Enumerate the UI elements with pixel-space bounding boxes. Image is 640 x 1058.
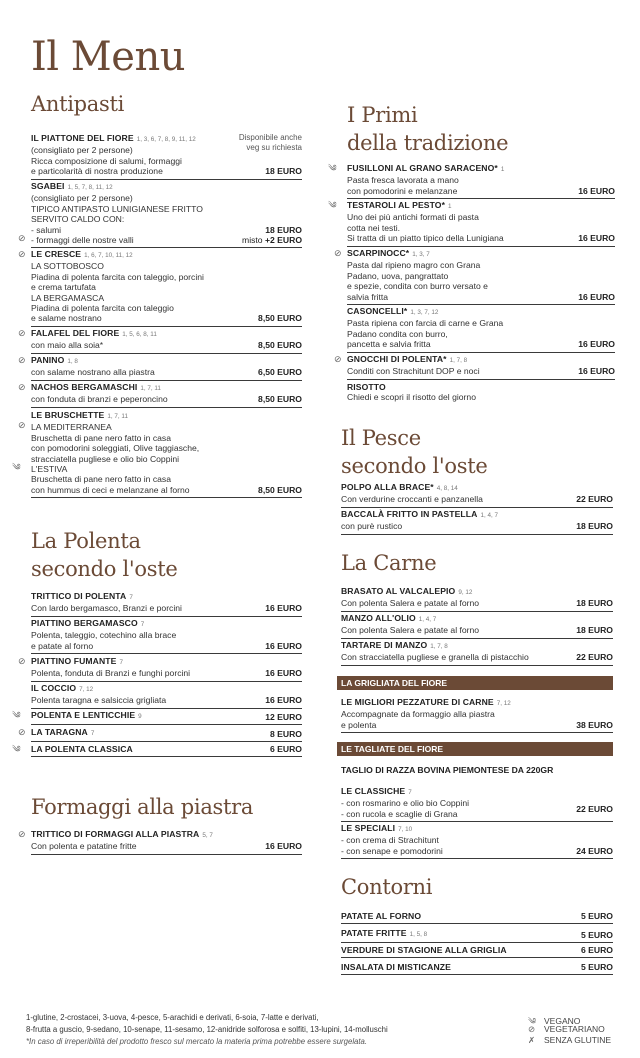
- pesce-title: Il Pesce secondo l'oste: [341, 426, 488, 478]
- menu-item: ༄ POLENTA E LENTICCHIE 9 12 EURO: [31, 710, 302, 725]
- item-allergens: 1, 8: [67, 358, 78, 365]
- legend-vegetarian: ⊘ VEGETARIANO: [528, 1024, 605, 1034]
- menu-item: PATATE FRITTE 1, 5, 8 5 EURO: [341, 928, 613, 943]
- legend-gluten-free: ✗ SENZA GLUTINE: [528, 1035, 612, 1045]
- menu-item: MANZO ALL'OLIO 1, 4, 7 Con polenta Salera e patate al forno 18 EURO: [341, 613, 613, 639]
- menu-item: Disponibile anche veg su richiesta IL PIATTONE DEL FIORE 1, 3, 6, 7, 8, 9, 11, 12 (consigliato per 2 persone) Ricca composizione di salumi, formaggi e particolarità di nostra produzione 18 EURO: [31, 133, 302, 180]
- menu-item: BACCALÀ FRITTO IN PASTELLA 1, 4, 7 con purè rustico 18 EURO: [341, 509, 613, 535]
- item-name: PANINO: [31, 355, 65, 365]
- item-allergens: 1, 3, 6, 7, 8, 9, 11, 12: [136, 136, 196, 143]
- vegan-icon: ༄: [328, 163, 337, 173]
- menu-item: ⊘ LE CRESCE 1, 6, 7, 10, 11, 12 LA SOTTOBOSCO Piadina di polenta farcita con taleggio, porcini e crema tartufata LA BERGAMASCA Piadina di polenta farcita con taleggio e salame nostrano 8,50 EURO: [31, 249, 302, 327]
- grigliata-band: LA GRIGLIATA DEL FIORE: [337, 676, 613, 690]
- vegetarian-icon: ⊘: [334, 354, 342, 364]
- tagliate-band: LE TAGLIATE DEL FIORE: [337, 742, 613, 756]
- allergens-legend-2: 8-frutta a guscio, 9-sedano, 10-senape, 11-sesamo, 12-anidride solforosa e solfiti, 13-lupini, 14-molluschi: [26, 1025, 388, 1034]
- item-price-extra: misto +2 EURO: [242, 235, 302, 246]
- item-name: NACHOS BERGAMASCHI: [31, 382, 138, 392]
- item-price: 6,50 EURO: [258, 367, 302, 378]
- veg-note: Disponibile anche veg su richiesta: [238, 133, 302, 152]
- vegetarian-icon: ⊘: [18, 829, 26, 839]
- item-price: 18 EURO: [265, 166, 302, 177]
- vegan-icon: ༄: [12, 462, 21, 472]
- item-name: SGABEI: [31, 181, 65, 191]
- vegetarian-icon: ⊘: [18, 233, 26, 243]
- menu-item: INSALATA DI MISTICANZE 5 EURO: [341, 962, 613, 975]
- tagliate-heading: TAGLIO DI RAZZA BOVINA PIEMONTESE DA 220GR: [341, 765, 554, 775]
- item-name: LE CRESCE: [31, 249, 82, 259]
- menu-item: ⊘ FALAFEL DEL FIORE 1, 5, 6, 8, 11 con maio alla soia* 8,50 EURO: [31, 328, 302, 354]
- menu-item: PATATE AL FORNO 5 EURO: [341, 911, 613, 924]
- menu-item: ⊘ PANINO 1, 8 con salame nostrano alla piastra 6,50 EURO: [31, 355, 302, 381]
- vegan-icon: ༄: [328, 200, 337, 210]
- menu-item: CASONCELLI* 1, 3, 7, 12 Pasta ripiena con farcia di carne e Grana Padano condita con burro, pancetta e salvia fritta 16 EURO: [347, 306, 615, 353]
- item-name: LE BRUSCHETTE: [31, 410, 105, 420]
- menu-item: RISOTTO Chiedi e scopri il risotto del giorno: [347, 382, 476, 403]
- menu-item: BRASATO AL VALCALEPIO 9, 12 Con polenta Salera e patate al forno 18 EURO: [341, 586, 613, 612]
- polenta-title: La Polenta secondo l'oste: [31, 529, 178, 581]
- vegetarian-icon: ⊘: [18, 727, 26, 737]
- vegetarian-icon: ⊘: [18, 656, 26, 666]
- item-name: IL PIATTONE DEL FIORE: [31, 133, 134, 143]
- menu-item: ⊘ NACHOS BERGAMASCHI 1, 7, 11 con fonduta di branzi e peperoncino 8,50 EURO: [31, 382, 302, 408]
- item-allergens: 1, 5, 7, 8, 11, 12: [67, 184, 113, 191]
- menu-item: ⊘ ༄ LE BRUSCHETTE 1, 7, 11 LA MEDITERRANEA Bruschetta di pane nero fatto in casa con pomodorini soleggiati, Olive taggiasche, stracciatella pugliese e olio bio Coppini L'ESTIVA Bruschetta di pane nero fatto in casa con hummus di ceci e melanzane al forno 8,50 EURO: [31, 410, 302, 498]
- menu-item: PIATTINO BERGAMASCO 7 Polenta, taleggio, cotechino alla brace e patate al forno 16 EURO: [31, 618, 302, 654]
- menu-title: Il Menu: [31, 34, 185, 80]
- vegetarian-icon: ⊘: [334, 248, 342, 258]
- item-allergens: 1, 6, 7, 10, 11, 12: [84, 252, 133, 259]
- menu-item: ༄ LA POLENTA CLASSICA 6 EURO: [31, 744, 302, 757]
- contorni-title: Contorni: [341, 875, 433, 899]
- item-allergens: 1, 5, 6, 8, 11: [122, 331, 157, 338]
- item-price: 18 EURO: [265, 225, 302, 236]
- menu-item: POLPO ALLA BRACE* 4, 8, 14 Con verdurine croccanti e panzanella 22 EURO: [341, 482, 613, 508]
- menu-item: ⊘ SGABEI 1, 5, 7, 8, 11, 12 (consigliato per 2 persone) TIPICO ANTIPASTO LUNIGIANESE FRITTO SERVITO CALDO CON: - salumi - formaggi delle nostre valli 18 EURO misto +2 EURO: [31, 181, 302, 248]
- legend-vegan: ༄ VEGANO: [528, 1013, 580, 1036]
- gluten-free-icon: ✗: [528, 1035, 536, 1045]
- vegetarian-icon: ⊘: [18, 249, 26, 259]
- menu-item: ༄ TESTAROLI AL PESTO* 1 Uno dei più antichi formati di pasta cotta nei testi. Si tratta di un piatto tipico della Lunigiana 16 EURO: [347, 200, 615, 247]
- formaggi-title: Formaggi alla piastra: [31, 795, 254, 819]
- menu-item: ⊘ GNOCCHI DI POLENTA* 1, 7, 8 Conditi con Strachitunt DOP e noci 16 EURO: [347, 354, 615, 380]
- item-price: 8,50 EURO: [258, 394, 302, 405]
- item-price: 8,50 EURO: [258, 484, 302, 495]
- item-name: FALAFEL DEL FIORE: [31, 328, 120, 338]
- vegan-icon: ༄: [12, 744, 21, 754]
- menu-item: ⊘ PIATTINO FUMANTE 7 Polenta, fonduta di Branzi e funghi porcini 16 EURO: [31, 656, 302, 682]
- menu-item: ⊘ TRITTICO DI FORMAGGI ALLA PIASTRA 5, 7 Con polenta e patatine fritte 16 EURO: [31, 829, 302, 855]
- item-allergens: 1, 7, 11: [140, 385, 161, 392]
- allergens-legend-1: 1-glutine, 2-crostacei, 3-uova, 4-pesce, 5-arachidi e derivati, 6-soia, 7-latte e derivati,: [26, 1013, 319, 1022]
- carne-title: La Carne: [341, 551, 437, 575]
- menu-item: ༄ FUSILLONI AL GRANO SARACENO* 1 Pasta fresca lavorata a mano con pomodorini e melanzane 16 EURO: [347, 163, 615, 199]
- vegan-icon: ༄: [528, 1016, 537, 1026]
- vegetarian-icon: ⊘: [18, 355, 26, 365]
- vegetarian-icon: ⊘: [18, 420, 26, 430]
- primi-title: I Primi della tradizione: [347, 103, 509, 155]
- vegetarian-icon: ⊘: [528, 1024, 536, 1034]
- menu-item: VERDURE DI STAGIONE ALLA GRIGLIA 6 EURO: [341, 945, 613, 958]
- menu-item: ⊘ LA TARAGNA 7 8 EURO: [31, 727, 302, 742]
- menu-item: LE MIGLIORI PEZZATURE DI CARNE 7, 12 Accompagnate da formaggio alla piastra e polenta 38 EURO: [341, 697, 613, 733]
- menu-item: LE CLASSICHE 7 - con rosmarino e olio bio Coppini - con rucola e scaglie di Grana 22 EURO: [341, 786, 613, 822]
- vegan-icon: ༄: [12, 710, 21, 720]
- menu-item: TRITTICO DI POLENTA 7 Con lardo bergamasco, Branzi e porcini 16 EURO: [31, 591, 302, 617]
- item-price: 8,50 EURO: [258, 313, 302, 324]
- vegetarian-icon: ⊘: [18, 328, 26, 338]
- item-price: 8,50 EURO: [258, 340, 302, 351]
- menu-item: ⊘ SCARPINOCC* 1, 3, 7 Pasta dal ripieno magro con Grana Padano, uova, pangrattato e spezie, condita con burro versato e salvia fritta 16 EURO: [347, 248, 615, 305]
- menu-item: TARTARE DI MANZO 1, 7, 8 Con stracciatella pugliese e granella di pistacchio 22 EURO: [341, 640, 613, 666]
- antipasti-title: Antipasti: [31, 92, 125, 116]
- menu-item: LE SPECIALI 7, 10 - con crema di Strachitunt - con senape e pomodorini 24 EURO: [341, 823, 613, 859]
- vegetarian-icon: ⊘: [18, 382, 26, 392]
- menu-item: IL COCCIO 7, 12 Polenta taragna e salsiccia grigliata 16 EURO: [31, 683, 302, 709]
- frozen-note: *In caso di irreperibilità del prodotto fresco sul mercato la materia prima potrebbe essere surgelata.: [26, 1037, 368, 1046]
- item-allergens: 1, 7, 11: [107, 413, 128, 420]
